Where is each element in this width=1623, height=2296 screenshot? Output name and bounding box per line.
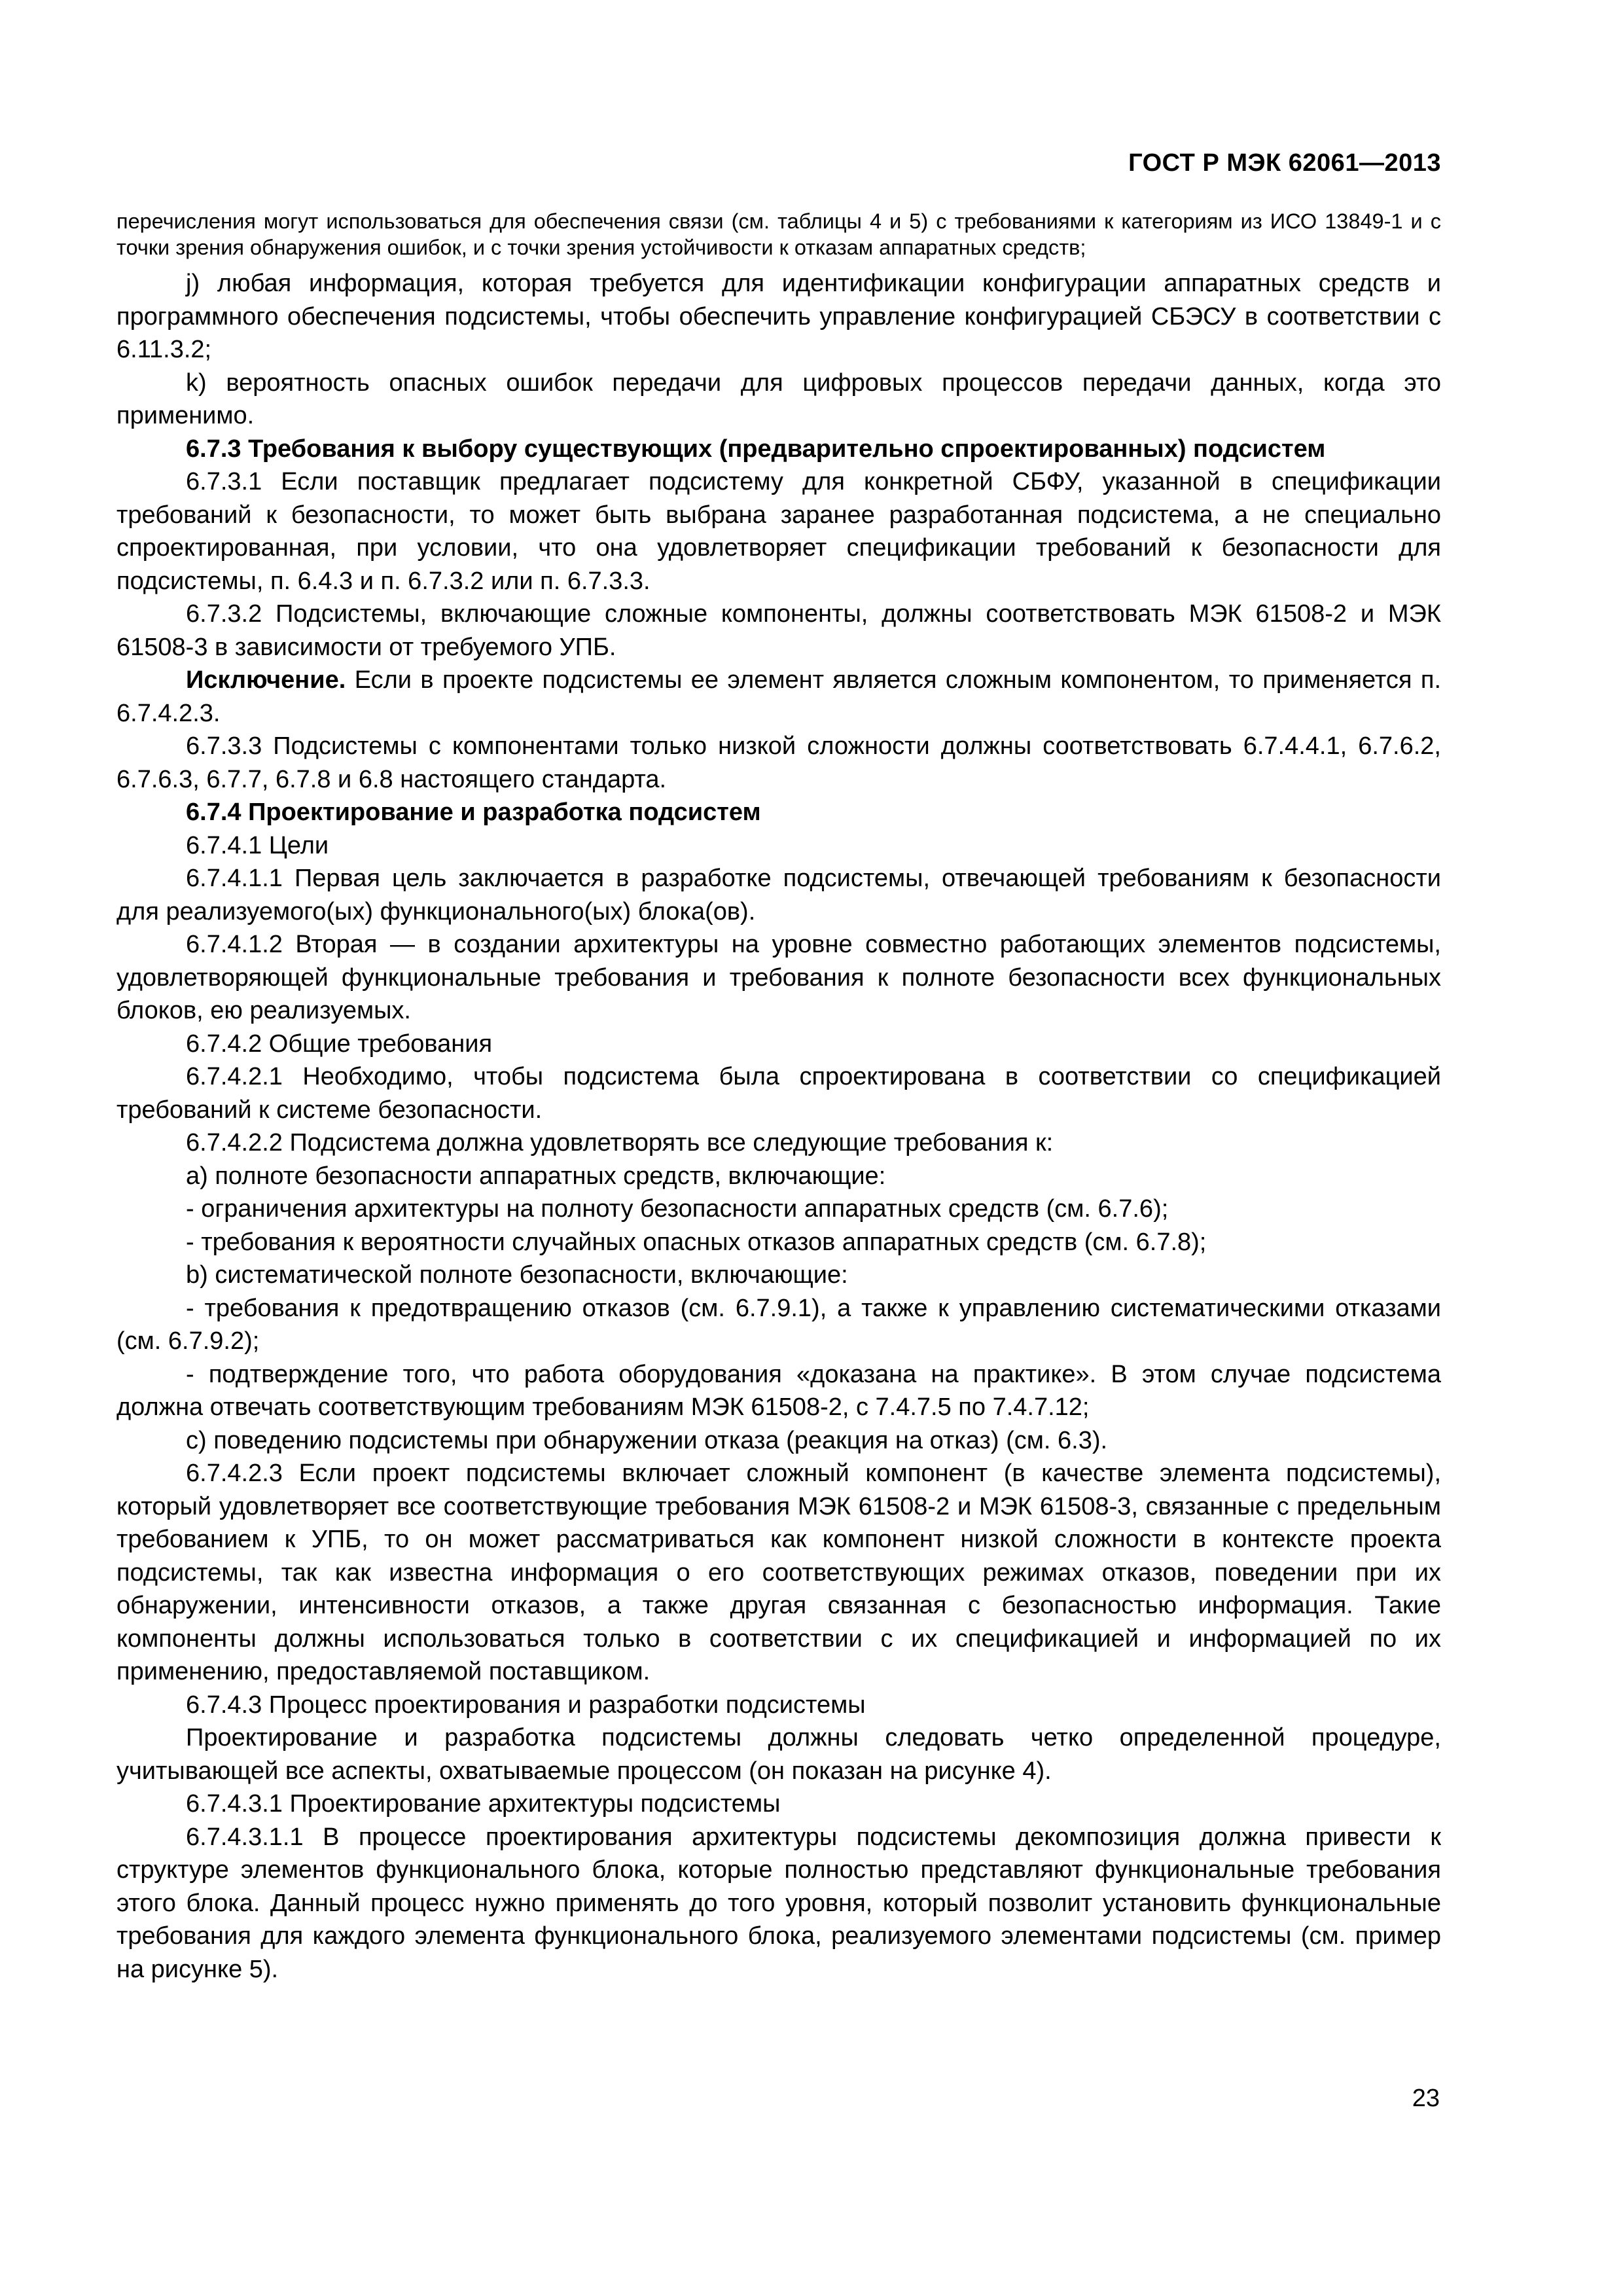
paragraph: - требования к вероятности случайных опасных отказов аппаратных средств (см. 6.7.8); <box>186 1228 1207 1256</box>
paragraph: c) поведению подсистемы при обнаружении отказа (реакция на отказ) (см. 6.3). <box>186 1426 1108 1454</box>
paragraph: - подтверждение того, что работа оборудования «доказана на практике». В этом случае подсистема должна отвечать соответствующим требованиям МЭК 61508-2, с 7.4.7.5 по 7.4.7.12; <box>116 1360 1441 1421</box>
paragraph: 6.7.3.3 Подсистемы с компонентами только низкой сложности должны соответствовать 6.7.4.4.1, 6.7.6.2, 6.7.6.3, 6.7.7, 6.7.8 и 6.8 настоящего стандарта. <box>116 732 1441 793</box>
paragraph: Проектирование и разработка подсистемы должны следовать четко определенной процедуре, учитывающей все аспекты, охватываемые процессом (он показан на рисунке 4). <box>116 1724 1441 1785</box>
paragraph: k) вероятность опасных ошибок передачи для цифровых процессов передачи данных, когда это применимо. <box>116 368 1441 429</box>
paragraph: 6.7.4.1 Цели <box>186 831 329 859</box>
paragraph <box>116 664 1441 730</box>
paragraph: 6.7.4.3.1.1 В процессе проектирования архитектуры подсистемы декомпозиция должна привести к структуре элементов функционального блока, которые полностью представляют функциональные требования этого блока. Данный процесс нужно применять до того уровня, который позволит установить функциональные требования для каждого элемента функционального блока, реализуемого элементами подсистемы (см. пример на рисунке 5). <box>116 1823 1441 1983</box>
paragraph: 6.7.4.2.1 Необходимо, чтобы подсистема была спроектирована в соответствии со спецификацией требований к системе безопасности. <box>116 1063 1441 1124</box>
paragraph: 6.7.4.3.1 Проектирование архитектуры подсистемы <box>186 1790 781 1818</box>
paragraph: 6.7.4.1.1 Первая цель заключается в разработке подсистемы, отвечающей требованиям к безопасности для реализуемого(ых) функционального(ых) блока(ов). <box>116 865 1441 925</box>
paragraph: 6.7.4.2 Общие требования <box>186 1030 493 1058</box>
paragraph-lead: Исключение. <box>186 666 346 694</box>
paragraph: 6.7.3.1 Если поставщик предлагает подсистему для конкретной СБФУ, указанной в спецификации требований к безопасности, то может быть выбрана заранее разработанная подсистема, а не специально спроектированная, при условии, что она удовлетворяет спецификации требований к безопасности для подсистемы, п. 6.4.3 и п. 6.7.3.2 или п. 6.7.3.3. <box>116 468 1441 595</box>
standard-header: ГОСТ Р МЭК 62061—2013 <box>1128 149 1441 177</box>
paragraph: 6.7.4.1.2 Вторая — в создании архитектуры на уровне совместно работающих элементов подсистемы, удовлетворяющей функциональные требования и требования к полноте безопасности всех функциональных блоков, ею реализуемых. <box>116 931 1441 1024</box>
paragraph: 6.7.4.3 Процесс проектирования и разработки подсистемы <box>186 1691 866 1719</box>
paragraph: a) полноте безопасности аппаратных средств, включающие: <box>186 1162 886 1190</box>
section-heading: 6.7.4 Проектирование и разработка подсистем <box>186 798 761 826</box>
paragraph: - требования к предотвращению отказов (см. 6.7.9.1), а также к управлению систематическими отказами (см. 6.7.9.2); <box>116 1294 1441 1355</box>
paragraph: 6.7.4.2.2 Подсистема должна удовлетворять все следующие требования к: <box>186 1129 1054 1157</box>
intro-text: перечисления могут использоваться для обеспечения связи (см. таблицы 4 и 5) с требованиями к категориям из ИСО 13849-1 и с точки зрения обнаружения ошибок, и с точки зрения устойчивости к отказам аппаратных средств; <box>116 209 1441 259</box>
paragraph: 6.7.4.2.3 Если проект подсистемы включает сложный компонент (в качестве элемента подсистемы), который удовлетворяет все соответствующие требования МЭК 61508-2 и МЭК 61508-3, связанные с предельным требованием к УПБ, то он может рассматриваться как компонент низкой сложности в контексте проекта подсистемы, так как известна информация о его соответствующих режимах отказов, поведении при их обнаружении, интенсивности отказов, а также другая связанная с безопасностью информация. Такие компоненты должны использоваться только в соответствии с их спецификацией и информацией по их применению, предоставляемой поставщиком. <box>116 1460 1441 1685</box>
paragraph-list <box>116 267 1441 1986</box>
page-content <box>116 208 1441 1986</box>
paragraph: - ограничения архитектуры на полноту безопасности аппаратных средств (см. 6.7.6); <box>186 1195 1169 1223</box>
paragraph: 6.7.3.2 Подсистемы, включающие сложные компоненты, должны соответствовать МЭК 61508-2 и МЭК 61508-3 в зависимости от требуемого УПБ. <box>116 600 1441 661</box>
paragraph-text: Если в проекте подсистемы ее элемент является сложным компонентом, то применяется п. 6.7.4.2.3. <box>116 666 1441 727</box>
paragraph: j) любая информация, которая требуется для идентификации конфигурации аппаратных средств и программного обеспечения подсистемы, чтобы обеспечить управление конфигурацией СБЭСУ в соответствии с 6.11.3.2; <box>116 270 1441 363</box>
section-heading: 6.7.3 Требования к выбору существующих (предварительно спроектированных) подсистем <box>186 435 1326 463</box>
page-number: 23 <box>1412 2085 1440 2112</box>
paragraph: b) систематической полноте безопасности, включающие: <box>186 1261 848 1289</box>
